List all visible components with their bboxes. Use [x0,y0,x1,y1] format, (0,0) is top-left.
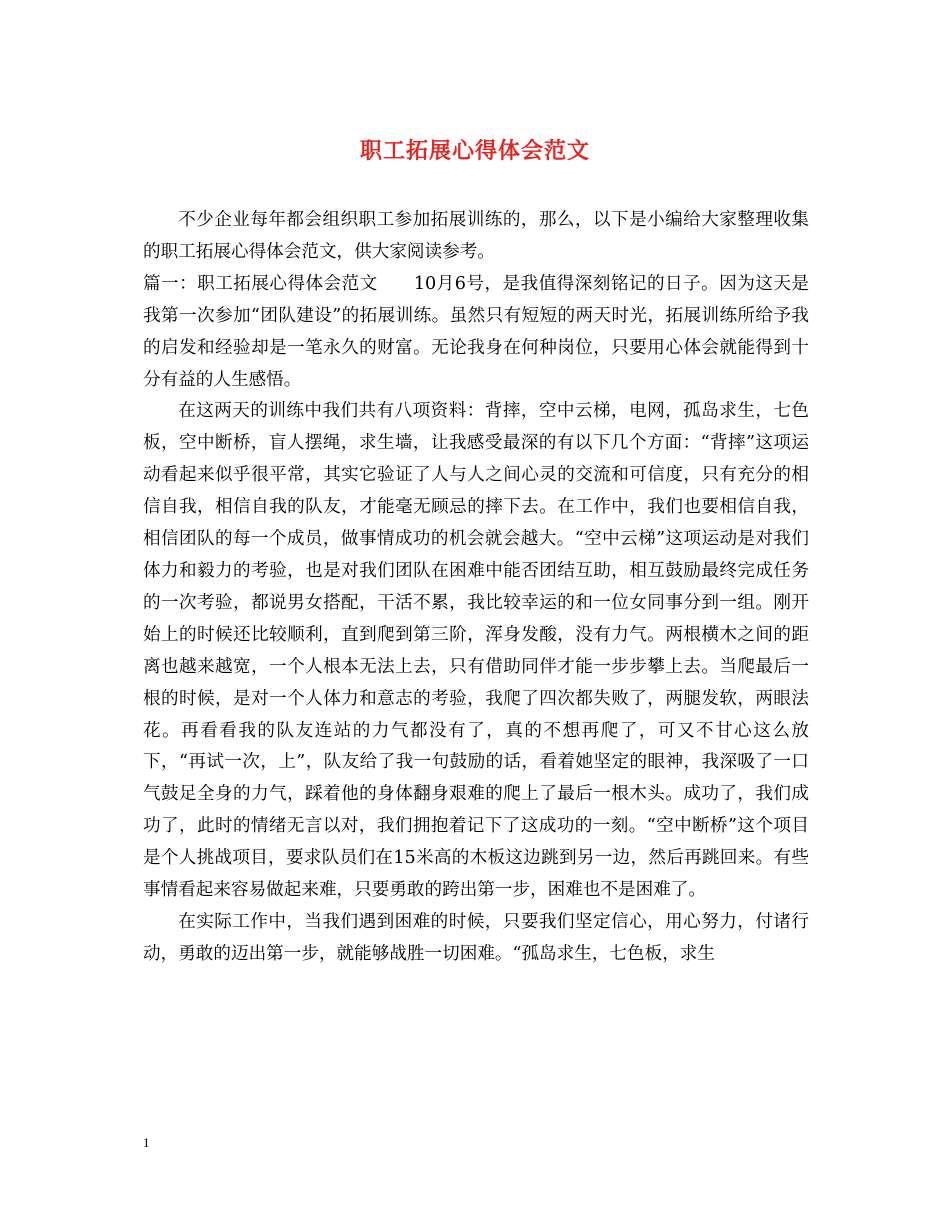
page-number: 1 [143,1135,150,1150]
document-title: 职工拓展心得体会范文 [359,138,590,164]
paragraph-work-application: 在实际工作中，当我们遇到困难的时候，只要我们坚定信心，用心努力，付诸行动，勇敢的迈出第一步，就能够战胜一切困难。“孤岛求生，七色板，求生 [143,911,809,964]
paragraph-article-one-start: 篇一：职工拓展心得体会范文 10月6号，是我值得深刻铭记的日子。因为这天是我第一次参加“团队建设”的拓展训练。虽然只有短短的两天时光，拓展训练所给予我的启发和经验却是一笔永久的财富。无论我身在何种岗位，只要用心体会就能得到十分有益的人生感悟。 [143,273,809,390]
paragraph-training-items: 在这两天的训练中我们共有八项资料：背摔，空中云梯，电网，孤岛求生，七色板，空中断桥，盲人摆绳，求生墙，让我感受最深的有以下几个方面：“背摔”这项运动看起来似乎很平常，其实它验证了人与人之间心灵的交流和可信度，只有充分的相信自我，相信自我的队友，才能毫无顾忌的摔下去。在工作中，我们也要相信自我，相信团队的每一个成员，做事情成功的机会就会越大。“空中云梯”这项运动是对我们体力和毅力的考验，也是对我们团队在困难中能否团结互助，相互鼓励最终完成任务的一次考验，都说男女搭配，干活不累，我比较幸运的和一位女同事分到一组。刚开始上的时候还比较顺利，直到爬到第三阶，浑身发酸，没有力气。两根横木之间的距离也越来越宽，一个人根本无法上去，只有借助同伴才能一步步攀上去。当爬最后一根的时候，是对一个人体力和意志的考验，我爬了四次都失败了，两腿发软，两眼法花。再看看我的队友连站的力气都没有了，真的不想再爬了，可又不甘心这么放下，“再试一次，上”，队友给了我一句鼓励的话，看着她坚定的眼神，我深吸了一口气鼓足全身的力气，踩着他的身体翻身艰难的爬上了最后一根木头。成功了，我们成功了，此时的情绪无言以对，我们拥抱着记下了这成功的一刻。“空中断桥”这个项目是个人挑战项目，要求队员们在15米高的木板这边跳到另一边，然后再跳回来。有些事情看起来容易做起来难，只要勇敢的跨出第一步，困难也不是困难了。 [143,401,809,901]
document-body [143,205,809,971]
paragraph-intro: 不少企业每年都会组织职工参加拓展训练的，那么，以下是小编给大家整理收集的职工拓展心得体会范文，供大家阅读参考。 [143,210,809,262]
